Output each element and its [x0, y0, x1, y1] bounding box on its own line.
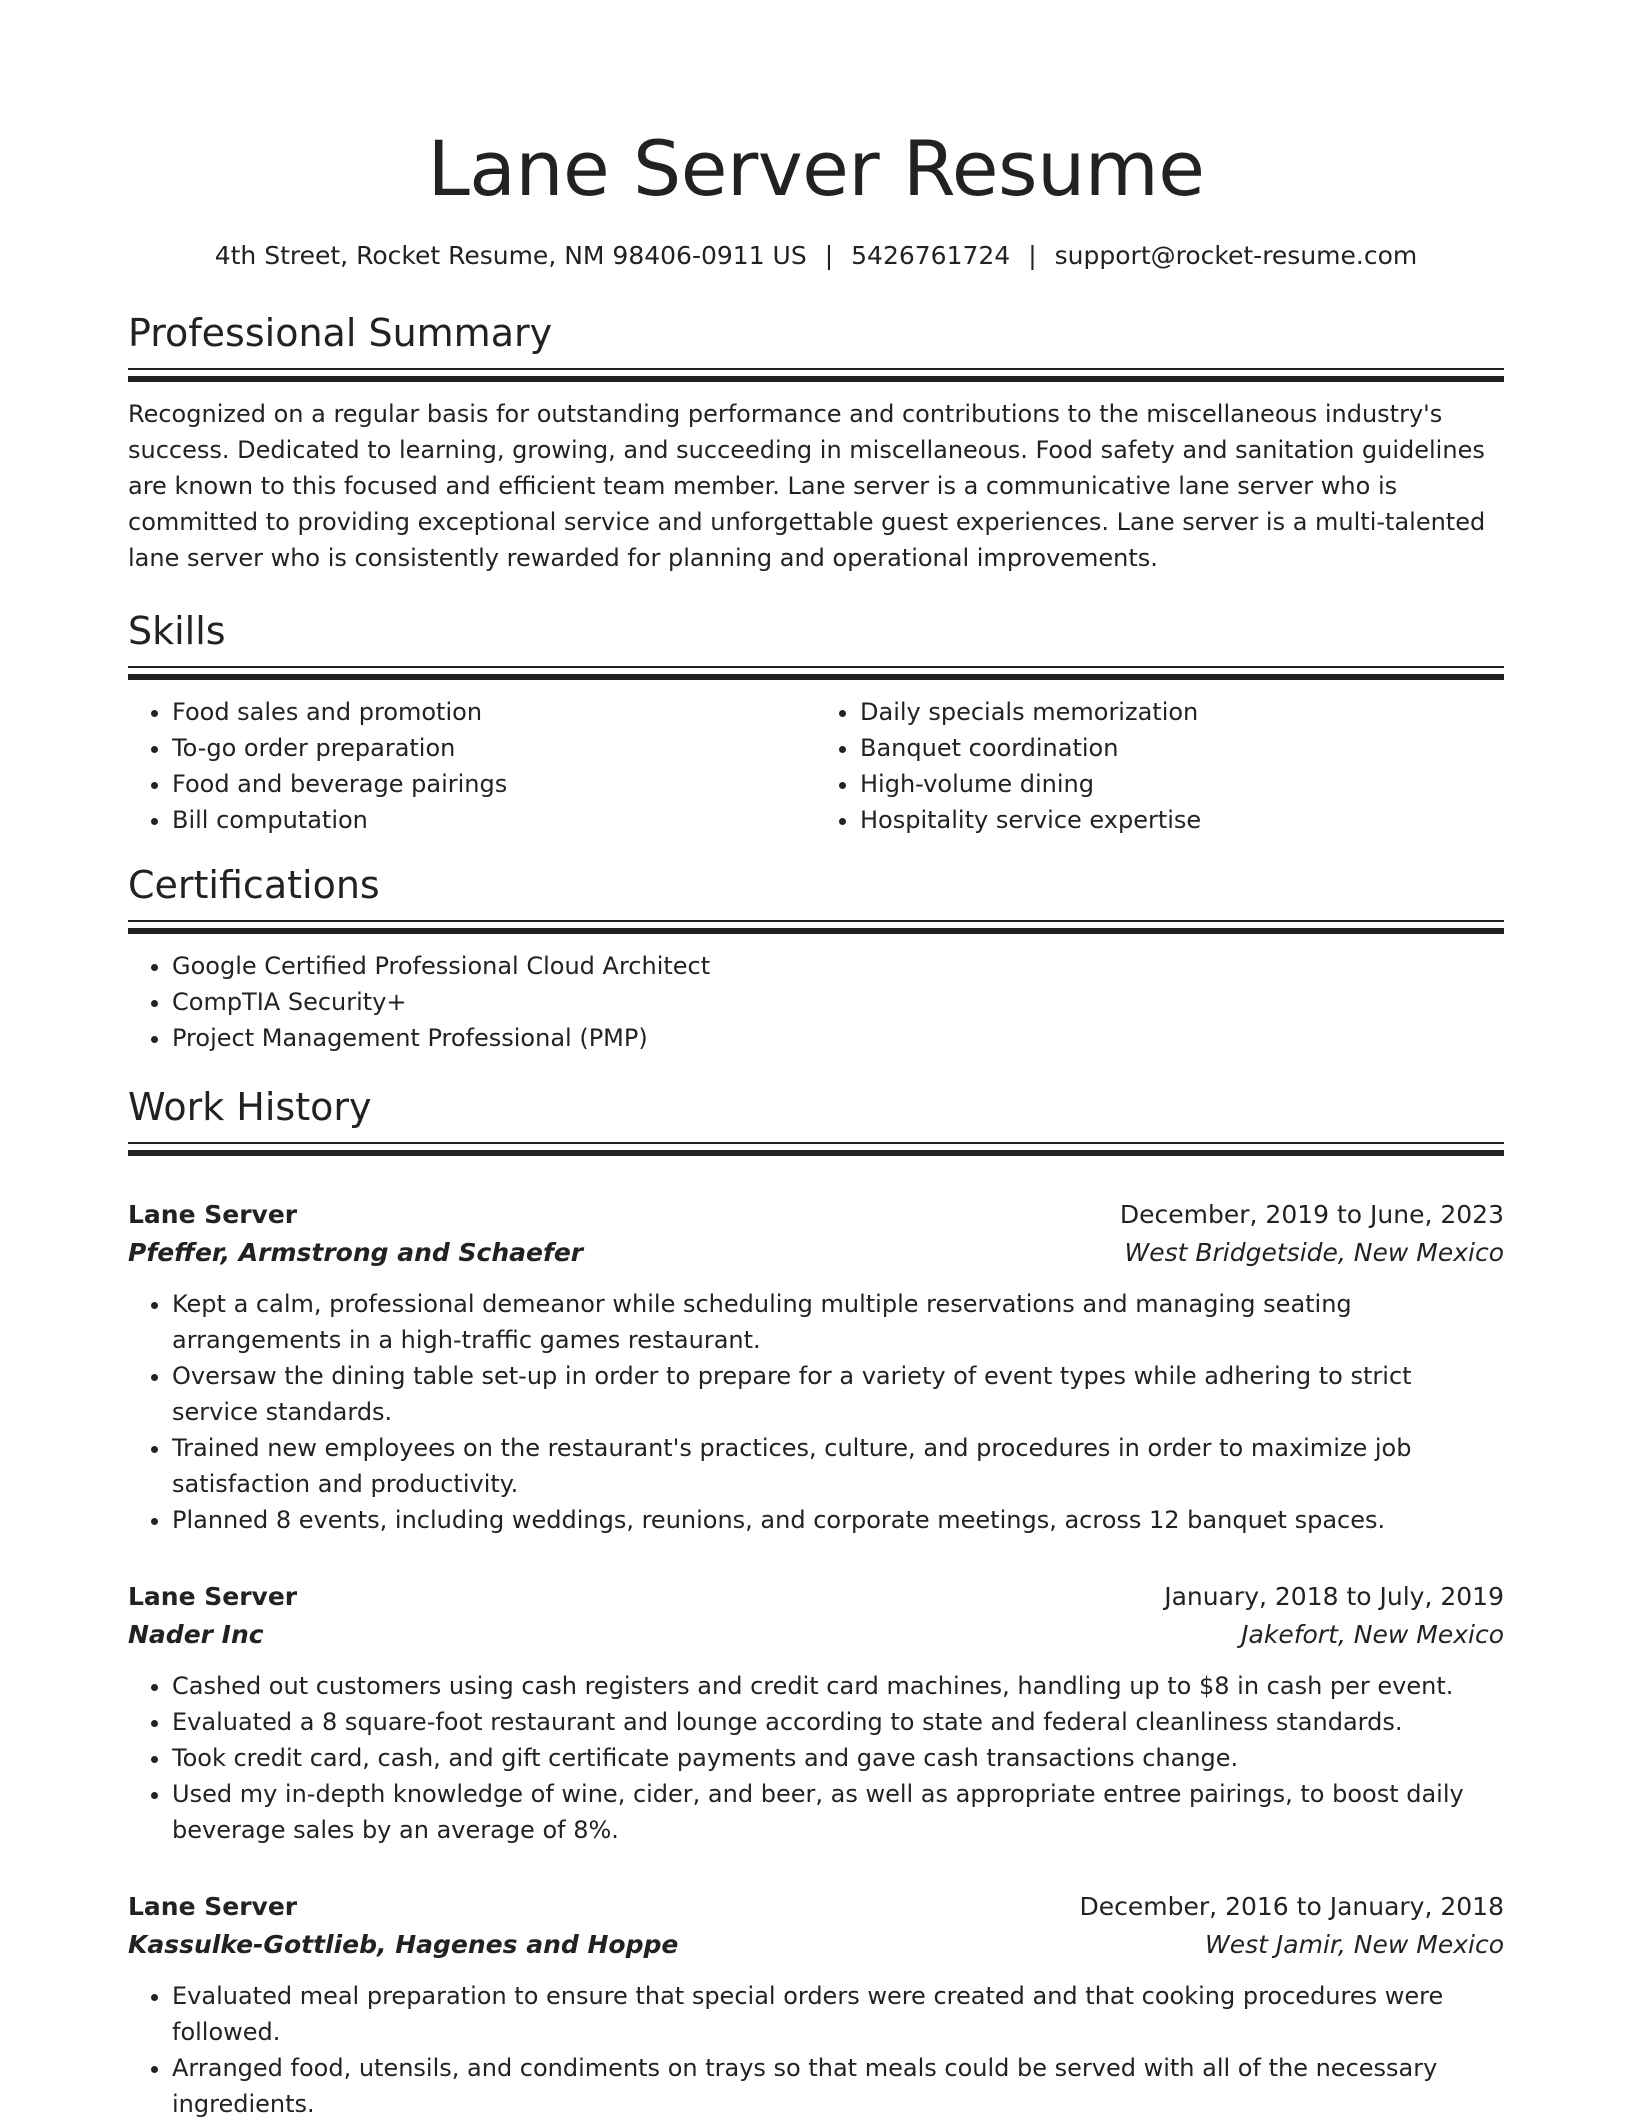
section-divider: [128, 1142, 1504, 1156]
certifications-list: [128, 948, 1504, 1056]
job-duty: • Oversaw the dining table set-up in order to prepare for a variety of event types while adhering to strict service standards.: [172, 1358, 1504, 1430]
job-title: Lane Server: [128, 1200, 298, 1229]
certifications-heading: Certifications: [128, 863, 380, 907]
job-title: Lane Server: [128, 1892, 298, 1921]
job-company: Kassulke-Gottlieb, Hagenes and Hoppe: [128, 1930, 679, 1959]
section-divider: [128, 920, 1504, 934]
skills-list-left: [128, 694, 816, 838]
job-location: West Jamir, New Mexico: [1205, 1930, 1504, 1959]
job-duty: • Evaluated a 8 square-foot restaurant and lounge according to state and federal cleanliness standards.: [172, 1704, 1504, 1740]
summary-heading: Professional Summary: [128, 311, 553, 355]
contact-address: 4th Street, Rocket Resume, NM 98406-0911 US: [214, 241, 807, 270]
skill-item: • Banquet coordination: [860, 730, 1504, 766]
skills-section: [128, 606, 1504, 838]
job-location: West Bridgetside, New Mexico: [1124, 1238, 1504, 1267]
job-header-row: [128, 1578, 1504, 1616]
skill-item: • Food sales and promotion: [172, 694, 816, 730]
certifications-section: [128, 860, 1504, 1056]
job-duty: • Trained new employees on the restaurant's practices, culture, and procedures in order to maximize job satisfaction and productivity.: [172, 1430, 1504, 1502]
job-entry: [128, 1196, 1504, 1538]
skills-heading: Skills: [128, 609, 226, 653]
job-dates: January, 2018 to July, 2019: [1164, 1582, 1504, 1611]
job-location: Jakefort, New Mexico: [1241, 1620, 1504, 1649]
job-company: Nader Inc: [128, 1620, 264, 1649]
summary-section: [128, 308, 1504, 576]
contact-separator: |: [824, 241, 834, 270]
job-entry: [128, 1578, 1504, 1848]
job-duties-list: [128, 1286, 1504, 1538]
skill-item: • Daily specials memorization: [860, 694, 1504, 730]
job-header-row: [128, 1888, 1504, 1926]
skill-item: • To-go order preparation: [172, 730, 816, 766]
job-duty: • Kept a calm, professional demeanor while scheduling multiple reservations and managing seating arrangements in a high-traffic games restaurant.: [172, 1286, 1504, 1358]
job-employer-row: [128, 1234, 1504, 1272]
job-duty: • Used my in-depth knowledge of wine, cider, and beer, as well as appropriate entree pairings, to boost daily beverage sales by an average of 8%.: [172, 1776, 1504, 1848]
skills-grid: [128, 694, 1504, 838]
work-history-section: [128, 1082, 1504, 2122]
job-duty: • Planned 8 events, including weddings, reunions, and corporate meetings, across 12 banquet spaces.: [172, 1502, 1504, 1538]
resume-name: Lane Server Resume: [427, 124, 1205, 213]
section-divider: [128, 368, 1504, 382]
job-title: Lane Server: [128, 1582, 298, 1611]
skills-list-right: [816, 694, 1504, 838]
job-employer-row: [128, 1616, 1504, 1654]
contact-separator: |: [1028, 241, 1037, 270]
certification-item: • Google Certified Professional Cloud Architect: [172, 948, 1504, 984]
certification-item: • Project Management Professional (PMP): [172, 1020, 1504, 1056]
job-duties-list: [128, 1978, 1504, 2122]
work-history-heading: Work History: [128, 1085, 372, 1129]
job-duties-list: [128, 1668, 1504, 1848]
section-divider: [128, 666, 1504, 680]
contact-line: [128, 238, 1504, 274]
job-dates: December, 2019 to June, 2023: [1119, 1200, 1504, 1229]
skill-item: • Hospitality service expertise: [860, 802, 1504, 838]
skill-item: • High-volume dining: [860, 766, 1504, 802]
job-duty: • Evaluated meal preparation to ensure that special orders were created and that cooking procedures were followed.: [172, 1978, 1504, 2050]
job-employer-row: [128, 1926, 1504, 1964]
contact-phone: 5426761724: [851, 241, 1011, 270]
job-duty: • Cashed out customers using cash registers and credit card machines, handling up to $8 in cash per event.: [172, 1668, 1504, 1704]
job-company: Pfeffer, Armstrong and Schaefer: [128, 1238, 584, 1267]
certification-item: • CompTIA Security+: [172, 984, 1504, 1020]
job-dates: December, 2016 to January, 2018: [1079, 1892, 1504, 1921]
skill-item: • Bill computation: [172, 802, 816, 838]
summary-text: Recognized on a regular basis for outstanding performance and contributions to the miscellaneous industry's success. Dedicated to learning, growing, and succeeding in miscellaneous. Food safety and sanitation guidelines are known to this focused and efficient team member. Lane server is a communicative lane server who is committed to providing exceptional service and unforgettable guest experiences. Lane server is a multi-talented lane server who is consistently rewarded for planning and operational improvements.: [128, 400, 1486, 572]
job-entry: [128, 1888, 1504, 2122]
contact-email: support@rocket-resume.com: [1054, 241, 1418, 270]
job-duty: • Took credit card, cash, and gift certificate payments and gave cash transactions change.: [172, 1740, 1504, 1776]
job-header-row: [128, 1196, 1504, 1234]
skill-item: • Food and beverage pairings: [172, 766, 816, 802]
job-duty: • Arranged food, utensils, and condiments on trays so that meals could be served with all of the necessary ingredients.: [172, 2050, 1504, 2122]
